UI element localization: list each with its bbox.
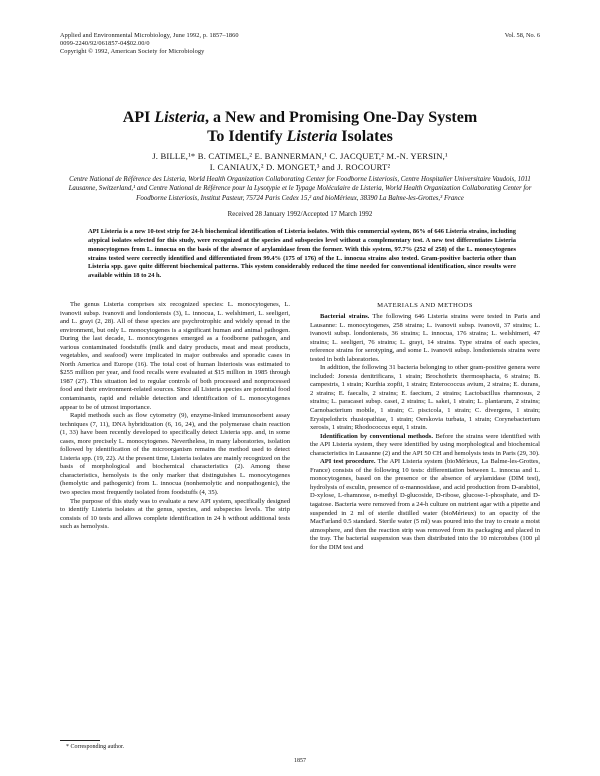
page-number: 1857 <box>294 758 306 764</box>
authors-line-1: J. BILLE,¹* B. CATIMEL,² E. BANNERMAN,¹ C. JACQUET,² M.-N. YERSIN,¹ <box>152 151 448 161</box>
right-column <box>310 301 540 552</box>
section-heading-materials-methods: MATERIALS AND METHODS <box>377 302 473 309</box>
footnote-rule <box>60 740 100 741</box>
left-column <box>60 301 290 532</box>
copyright-line: Copyright © 1992, American Society for Microbiology <box>60 48 205 56</box>
conventional-id-paragraph: Identification by conventional methods. Before the strains were identified with the API Listeria system, they were identified by using morphological and biochemical characteristics in Lausanne (2) and the API 50 CH and hemolysis tests in Paris (29, 30). <box>310 432 541 457</box>
intro-paragraph-2: Rapid methods such as flow cytometry (9), enzyme-linked immunosorbent assay techniques (7, 11), DNA hybridization (6, 16, 24), and the polymerase chain reaction (1, 33) have been recently developed to specifically detect Listeria spp. and, in some cases, more precisely L. monocytogenes. Nevertheless, in many laboratories, isolation followed by identification of the microorganism remains the method used to detect Listeria spp. (19, 22). At the present time, Listeria isolates are mainly recognized on the basis of morphological and biochemical characteristics (2). Among these characteristics, hemolysis is the only marker that distinguishes L. monocytogenes (hemolytic and pathogenic) from L. innocua (nonhemolytic and nonpathogenic), the two species most frequently isolated from foodstuffs (4, 35). <box>60 412 290 497</box>
title-line-2: To Identify Listeria Isolates <box>207 128 393 145</box>
footnote: * Corresponding author. <box>66 744 125 750</box>
article-title <box>40 108 560 146</box>
bacterial-strains-paragraph: Bacterial strains. The following 646 Listeria strains were tested in Paris and Lausanne: L. monocytogenes, 258 strains; L. ivanovii subsp. ivanovii, 37 strains; L. ivanovii subsp. londoniensis, 36 strains; L. innocua, 176 strains; L. welshimeri, 47 strains; L. seeligeri, 76 strains; L. grayi, 14 strains. Type strains of each species, reference strains for serotyping, and some L. ivanovii subsp. londoniensis strains were tested in both laboratories. <box>310 313 540 363</box>
authors-line-2: I. CANIAUX,² D. MONGET,³ and J. ROCOURT² <box>209 162 391 172</box>
volume-issue: Vol. 58, No. 6 <box>504 32 540 39</box>
author-list <box>70 151 530 173</box>
affiliations: Centre National de Référence des Listeria, World Health Organization Collaborating Center for Foodborne Listeriosis, Centre Hospitalier Universitaire Vaudois, 1011 Lausanne, Switzerland,¹ and Centre National de Référence pour la Lysotypie et le Typage Moléculaire de Listeria, World Health Organization Collaborating Center for Foodborne Listeriosis, Institut Pasteur, 75724 Paris Cedex 15,² and bioMérieux, 38390 La Balme-les-Grottes,³ France <box>68 176 532 202</box>
journal-citation: Applied and Environmental Microbiology, June 1992, p. 1857–1860 <box>60 32 239 39</box>
received-dates: Received 28 January 1992/Accepted 17 March 1992 <box>227 211 373 218</box>
issn-line: 0099-2240/92/061857-04$02.00/0 <box>60 40 150 48</box>
abstract: API Listeria is a new 10-test strip for 24-h biochemical identification of Listeria isolates. With this commercial system, 86% of 646 Listeria strains, including atypical isolates selected for this study, were recognized at the species and subspecies level without a complementary test. A new test differentiates Listeria monocytogenes from L. innocua on the basis of the absence of arylamidase from the former. With this system, 97.7% (252 of 258) of the L. monocytogenes strains tested were correctly identified and differentiated from 99.4% (175 of 176) of the L. innocua strains also tested. Gram-positive bacteria other than Listeria spp. gave quite different biochemical patterns. This system considerably reduced the time needed for conventional identification, since results were available within 18 to 24 h. <box>88 228 516 280</box>
api-procedure-paragraph: API test procedure. The API Listeria system (bioMérieux, La Balme-les-Grottes, France) consists of the following 10 tests: differentiation between L. innocua and L. monocytogenes, based on the presence or the absence of arylamidase (DIM test), hydrolysis of esculin, presence of α-mannosidase, and acid production from D-arabitol, D-xylose, L-rhamnose, α-methyl D-glucoside, D-ribose, glucose-1-phosphate, and D-tagatose. Bacteria were removed from a 24-h culture on nutrient agar with a pipette and suspended in 2 ml of sterile distilled water (bioMérieux) to an opacity of the MacFarland 0.5 standard. Sterile water (5 ml) was poured into the tray to create a moist atmosphere, and then the reaction strip was removed from its packaging and placed in the tray. The bacterial suspension was then distributed into the 10 microtubes (100 µl for the DIM test and <box>310 458 540 551</box>
intro-paragraph-3: The purpose of this study was to evaluate a new API system, specifically designed to identify Listeria isolates at the genus, species, and subspecies levels. The strip consists of 10 tests and allows complete identification in 24 h without additional tests such as hemolysis. <box>60 497 290 531</box>
running-header <box>60 32 400 57</box>
intro-paragraph-1: The genus Listeria comprises six recognized species: L. monocytogenes, L. ivanovii subsp. ivanovii and londoniensis (3), L. innocua, L. welshimeri, L. seeligeri, and L. grayi (2, 28). All of these species are psychrotrophic and widely spread in the environment, but only L. monocytogenes is a significant human and animal pathogen. During the last decade, L. monocytogenes emerged as a foodborne pathogen, and various contaminated foodstuffs (milk and dairy products, meat and meat products, vegetables, and seafood) were implicated in major outbreaks and sporadic cases in North America and Europe (16). The total cost of human listeriosis was estimated to $255 million per year, and food recalls were evaluated at $15 million in 1985 through 1987 (27). This situation led to regular controls of both processed and nonprocessed food and their environment-related sources. Since all Listeria species are potential food contaminants, rapid and reliable detection and identification of L. monocytogenes appear to be of utmost importance. <box>60 301 290 411</box>
title-line-1: API Listeria, a New and Promising One-Day System <box>122 109 478 126</box>
other-genera-paragraph: In addition, the following 31 bacteria belonging to other gram-positive genera were included: Jonesia denitrificans, 1 strain; Brochothrix thermosphacta, 6 strains; B. campestris, 1 strain; Kurthia zopfii, 1 strain; Enterococcus avium, 2 strains; E. durans, 2 strains; E. faecalis, 2 strains; E. faecium, 2 strains; Lactobacillus rhamnosus, 2 strains; L. paracasei subsp. casei, 2 strains; L. sakei, 1 strain; L. plantarum, 2 strains; Carnobacterium mobile, 1 strain; C. piscicola, 1 strain; C. divergens, 1 strain; Erysipelothrix rhusiopathiae, 1 strain; Oerskovia turbata, 1 strain; Corynebacterium xerosis, 1 strain; Rhodococcus equi, 1 strain. <box>310 364 540 432</box>
